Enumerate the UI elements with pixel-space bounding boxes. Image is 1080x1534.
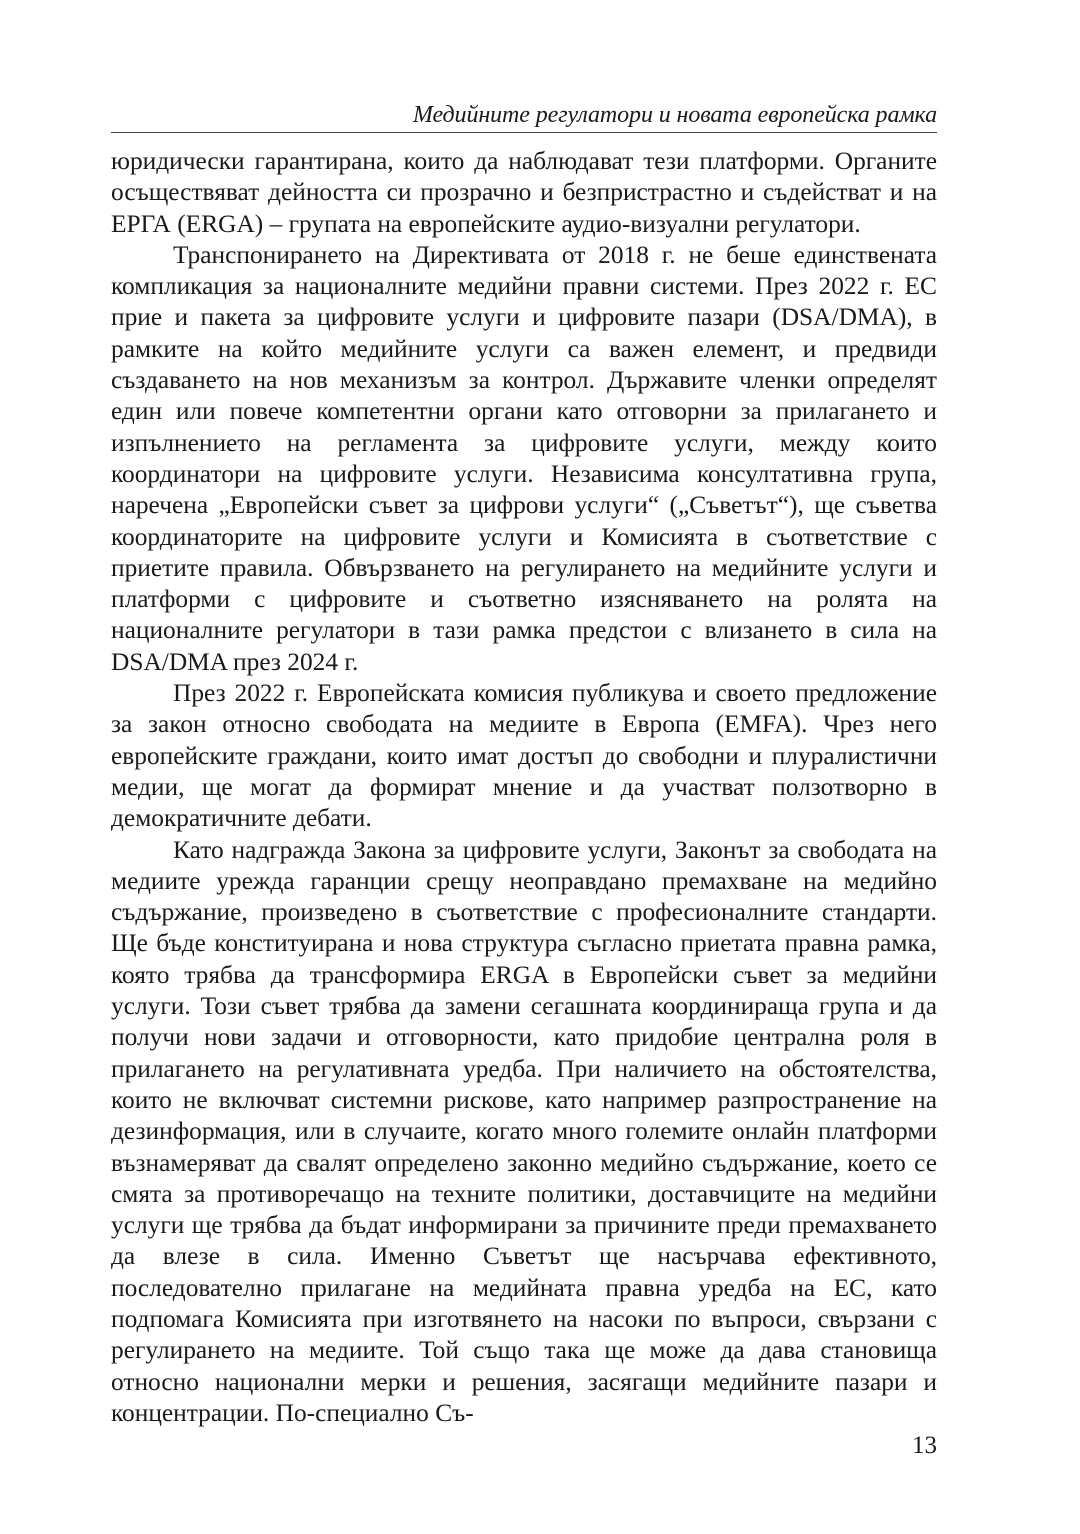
paragraph-directive-transposition: Транспонирането на Директивата от 2018 г. не беше единствената компликация за националните медийни правни системи. През 2022 г. ЕС прие и пакета за цифровите услуги и цифровите пазари (DSA/DMA), в рамките на който медийните услуги са важен елемент, и предвиди създаването на нов механизъм за контрол. Държавите членки определят един или повече компетентни органи като отговорни за прилагането и изпълнението на регламента за цифровите услуги, между които координатори на цифровите услуги. Независима консултативна група, наречена „Европейски съвет за цифрови услуги“ („Съветът“), ще съветва координаторите на цифровите услуги и Комисията в съответствие с приетите правила. Обвързването на регулирането на медийните услуги и платформи с цифровите и съответно изясняването на ролята на националните регулатори в тази рамка предстои с влизането в сила на DSA/DMA през 2024 г.	[111, 240, 937, 676]
page-body	[111, 146, 937, 1429]
running-header	[111, 98, 937, 133]
paragraph-media-freedom-act: Като надгражда Закона за цифровите услуги, Законът за свободата на медиите урежда гаранции срещу неоправдано премахване на медийно съдържание, произведено в съответствие с професионалните стандарти. Ще бъде конституирана и нова структура съгласно приетата правна рамка, която трябва да трансформира ERGA в Европейски съвет за медийни услуги. Този съвет трябва да замени сегашната координираща група и да получи нови задачи и отговорности, като придобие централна роля в прилагането на регулативната уредба. При наличието на обстоятелства, които не включват системни рискове, като например разпространение на дезинформация, или в случаите, когато много големите онлайн платформи възнамеряват да свалят определено законно медийно съдържание, което се смята за противоречащо на техните политики, доставчиците на медийни услуги ще трябва да бъдат информирани за причините преди премахването да влезе в сила. Именно Съветът ще насърчава ефективното, последователно прилагане на медийната правна уредба на ЕС, като подпомага Комисията при изготвянето на насоки по въпроси, свързани с регулирането на медиите. Той също така ще може да дава становища относно национални мерки и решения, засягащи медийните пазари и концентрации. По-специално Съ-	[111, 835, 937, 1427]
running-header-title: Медийните регулатори и новата европейска рамка	[413, 102, 937, 128]
paragraph-continuation: юридически гарантирана, които да наблюдават тези платформи. Органите осъществяват дейността си прозрачно и безпристрастно и съдействат и на ЕРГА (ERGA) – групата на европейските аудио-визуални регулатори.	[111, 147, 937, 238]
page-number: 13	[912, 1432, 937, 1459]
paragraph-emfa-proposal: През 2022 г. Европейската комисия публикува и своето предложение за закон относно свободата на медиите в Европа (EMFA). Чрез него европейските граждани, които имат достъп до свободни и плуралистични медии, ще могат да формират мнение и да участват ползотворно в демократичните дебати.	[111, 679, 937, 833]
